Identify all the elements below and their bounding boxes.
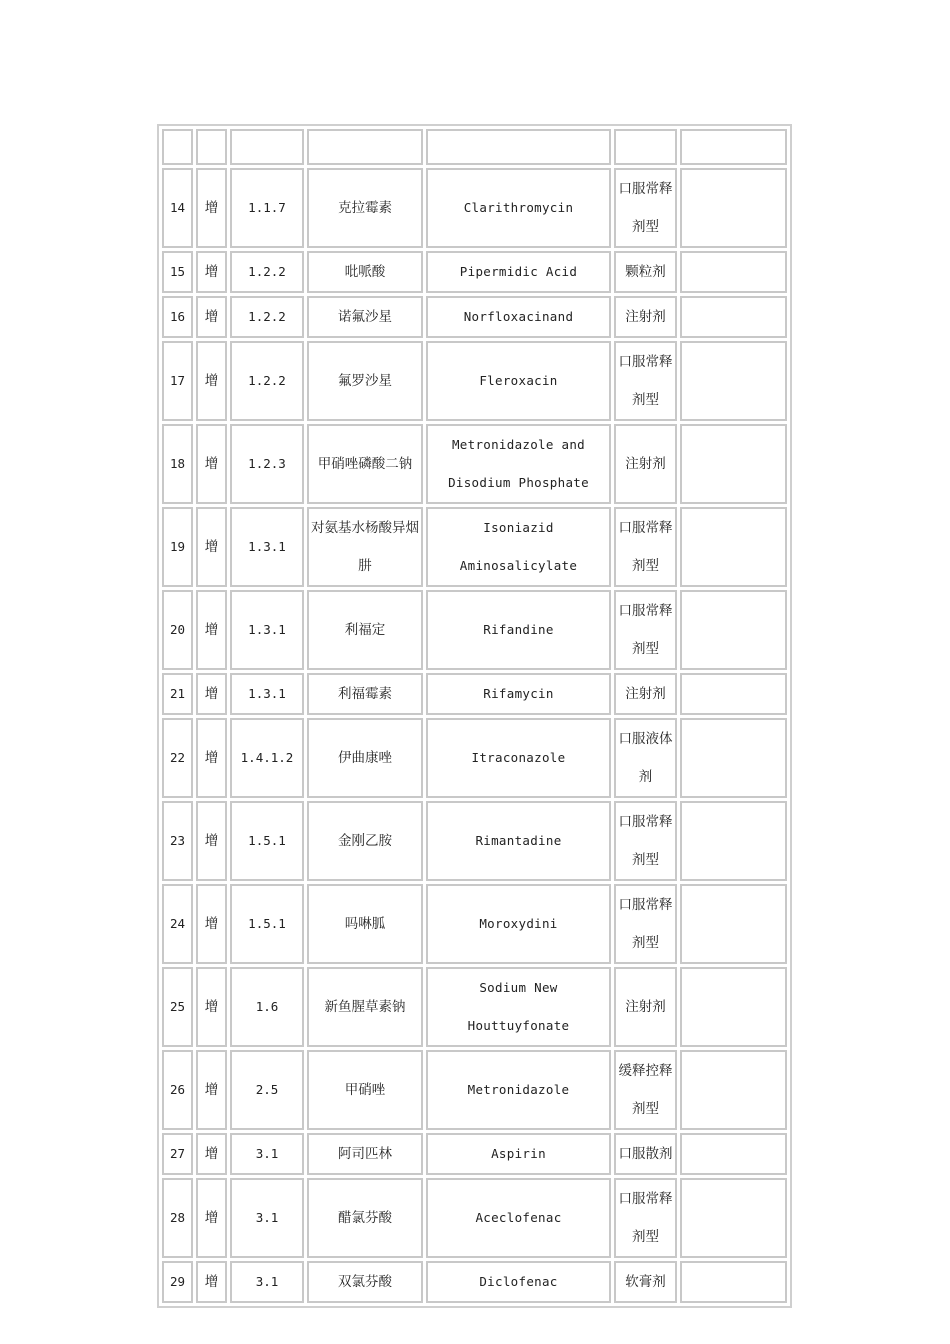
category-code-cell: 3.1 (230, 1261, 304, 1303)
english-name-cell: Rifamycin (426, 673, 611, 715)
row-number-cell: 24 (162, 884, 193, 964)
table-row (162, 168, 787, 248)
remark-cell (680, 168, 787, 248)
drug-table (159, 126, 790, 1306)
action-cell: 增 (196, 1050, 227, 1130)
chinese-name-cell: 醋氯芬酸 (307, 1178, 423, 1258)
dosage-form-cell: 缓释控释剂型 (614, 1050, 677, 1130)
header-cell (680, 129, 787, 165)
english-name-cell: Diclofenac (426, 1261, 611, 1303)
category-code-cell: 1.6 (230, 967, 304, 1047)
dosage-form-cell: 口服常释剂型 (614, 507, 677, 587)
header-cell (230, 129, 304, 165)
chinese-name-cell: 阿司匹林 (307, 1133, 423, 1175)
table-row (162, 251, 787, 293)
category-code-cell: 1.2.2 (230, 251, 304, 293)
category-code-cell: 3.1 (230, 1178, 304, 1258)
remark-cell (680, 884, 787, 964)
english-name-cell: Pipermidic Acid (426, 251, 611, 293)
category-code-cell: 1.3.1 (230, 673, 304, 715)
table-row (162, 884, 787, 964)
action-cell: 增 (196, 718, 227, 798)
chinese-name-cell: 甲硝唑 (307, 1050, 423, 1130)
remark-cell (680, 507, 787, 587)
row-number-cell: 29 (162, 1261, 193, 1303)
row-number-cell: 27 (162, 1133, 193, 1175)
category-code-cell: 1.4.1.2 (230, 718, 304, 798)
chinese-name-cell: 新鱼腥草素钠 (307, 967, 423, 1047)
remark-cell (680, 1133, 787, 1175)
dosage-form-cell: 口服常释剂型 (614, 590, 677, 670)
remark-cell (680, 1178, 787, 1258)
header-cell (307, 129, 423, 165)
english-name-cell: Clarithromycin (426, 168, 611, 248)
category-code-cell: 1.3.1 (230, 507, 304, 587)
chinese-name-cell: 金刚乙胺 (307, 801, 423, 881)
english-name-cell: Rifandine (426, 590, 611, 670)
dosage-form-cell: 注射剂 (614, 296, 677, 338)
action-cell: 增 (196, 884, 227, 964)
dosage-form-cell: 口服液体剂 (614, 718, 677, 798)
row-number-cell: 22 (162, 718, 193, 798)
row-number-cell: 26 (162, 1050, 193, 1130)
remark-cell (680, 718, 787, 798)
table-row (162, 590, 787, 670)
row-number-cell: 19 (162, 507, 193, 587)
chinese-name-cell: 双氯芬酸 (307, 1261, 423, 1303)
action-cell: 增 (196, 251, 227, 293)
remark-cell (680, 251, 787, 293)
category-code-cell: 1.3.1 (230, 590, 304, 670)
remark-cell (680, 590, 787, 670)
remark-cell (680, 1050, 787, 1130)
remark-cell (680, 341, 787, 421)
chinese-name-cell: 吗啉胍 (307, 884, 423, 964)
remark-cell (680, 296, 787, 338)
row-number-cell: 21 (162, 673, 193, 715)
chinese-name-cell: 诺氟沙星 (307, 296, 423, 338)
dosage-form-cell: 注射剂 (614, 967, 677, 1047)
chinese-name-cell: 伊曲康唑 (307, 718, 423, 798)
header-cell (162, 129, 193, 165)
chinese-name-cell: 利福定 (307, 590, 423, 670)
action-cell: 增 (196, 1133, 227, 1175)
header-row (162, 129, 787, 165)
chinese-name-cell: 克拉霉素 (307, 168, 423, 248)
english-name-cell: Metronidazole and Disodium Phosphate (426, 424, 611, 504)
table-row (162, 507, 787, 587)
category-code-cell: 1.5.1 (230, 884, 304, 964)
table-row (162, 1178, 787, 1258)
header-cell (196, 129, 227, 165)
table-row (162, 1050, 787, 1130)
english-name-cell: Aspirin (426, 1133, 611, 1175)
action-cell: 增 (196, 1261, 227, 1303)
table-row (162, 1133, 787, 1175)
dosage-form-cell: 软膏剂 (614, 1261, 677, 1303)
header-cell (426, 129, 611, 165)
chinese-name-cell: 吡哌酸 (307, 251, 423, 293)
table-row (162, 341, 787, 421)
category-code-cell: 1.2.2 (230, 296, 304, 338)
english-name-cell: Norfloxacinand (426, 296, 611, 338)
chinese-name-cell: 对氨基水杨酸异烟肼 (307, 507, 423, 587)
action-cell: 增 (196, 1178, 227, 1258)
action-cell: 增 (196, 507, 227, 587)
category-code-cell: 1.2.2 (230, 341, 304, 421)
table-row (162, 967, 787, 1047)
action-cell: 增 (196, 673, 227, 715)
english-name-cell: Metronidazole (426, 1050, 611, 1130)
table-row (162, 1261, 787, 1303)
english-name-cell: Itraconazole (426, 718, 611, 798)
category-code-cell: 1.2.3 (230, 424, 304, 504)
dosage-form-cell: 口服常释剂型 (614, 341, 677, 421)
category-code-cell: 3.1 (230, 1133, 304, 1175)
english-name-cell: Sodium New Houttuyfonate (426, 967, 611, 1047)
action-cell: 增 (196, 801, 227, 881)
action-cell: 增 (196, 341, 227, 421)
chinese-name-cell: 甲硝唑磷酸二钠 (307, 424, 423, 504)
action-cell: 增 (196, 168, 227, 248)
english-name-cell: Rimantadine (426, 801, 611, 881)
english-name-cell: Moroxydini (426, 884, 611, 964)
row-number-cell: 15 (162, 251, 193, 293)
remark-cell (680, 673, 787, 715)
dosage-form-cell: 口服常释剂型 (614, 168, 677, 248)
action-cell: 增 (196, 590, 227, 670)
row-number-cell: 18 (162, 424, 193, 504)
action-cell: 增 (196, 424, 227, 504)
drug-list-table (157, 124, 792, 1308)
row-number-cell: 16 (162, 296, 193, 338)
dosage-form-cell: 口服散剂 (614, 1133, 677, 1175)
row-number-cell: 20 (162, 590, 193, 670)
table-row (162, 673, 787, 715)
table-row (162, 718, 787, 798)
table-row (162, 801, 787, 881)
table-body (162, 129, 787, 1303)
row-number-cell: 28 (162, 1178, 193, 1258)
category-code-cell: 2.5 (230, 1050, 304, 1130)
remark-cell (680, 1261, 787, 1303)
category-code-cell: 1.1.7 (230, 168, 304, 248)
category-code-cell: 1.5.1 (230, 801, 304, 881)
dosage-form-cell: 注射剂 (614, 424, 677, 504)
table-row (162, 424, 787, 504)
remark-cell (680, 424, 787, 504)
dosage-form-cell: 颗粒剂 (614, 251, 677, 293)
chinese-name-cell: 利福霉素 (307, 673, 423, 715)
table-row (162, 296, 787, 338)
english-name-cell: Aceclofenac (426, 1178, 611, 1258)
dosage-form-cell: 口服常释剂型 (614, 884, 677, 964)
dosage-form-cell: 口服常释剂型 (614, 801, 677, 881)
header-cell (614, 129, 677, 165)
action-cell: 增 (196, 296, 227, 338)
row-number-cell: 25 (162, 967, 193, 1047)
row-number-cell: 23 (162, 801, 193, 881)
chinese-name-cell: 氟罗沙星 (307, 341, 423, 421)
row-number-cell: 17 (162, 341, 193, 421)
dosage-form-cell: 注射剂 (614, 673, 677, 715)
english-name-cell: Isoniazid Aminosalicylate (426, 507, 611, 587)
remark-cell (680, 967, 787, 1047)
remark-cell (680, 801, 787, 881)
english-name-cell: Fleroxacin (426, 341, 611, 421)
action-cell: 增 (196, 967, 227, 1047)
row-number-cell: 14 (162, 168, 193, 248)
dosage-form-cell: 口服常释剂型 (614, 1178, 677, 1258)
